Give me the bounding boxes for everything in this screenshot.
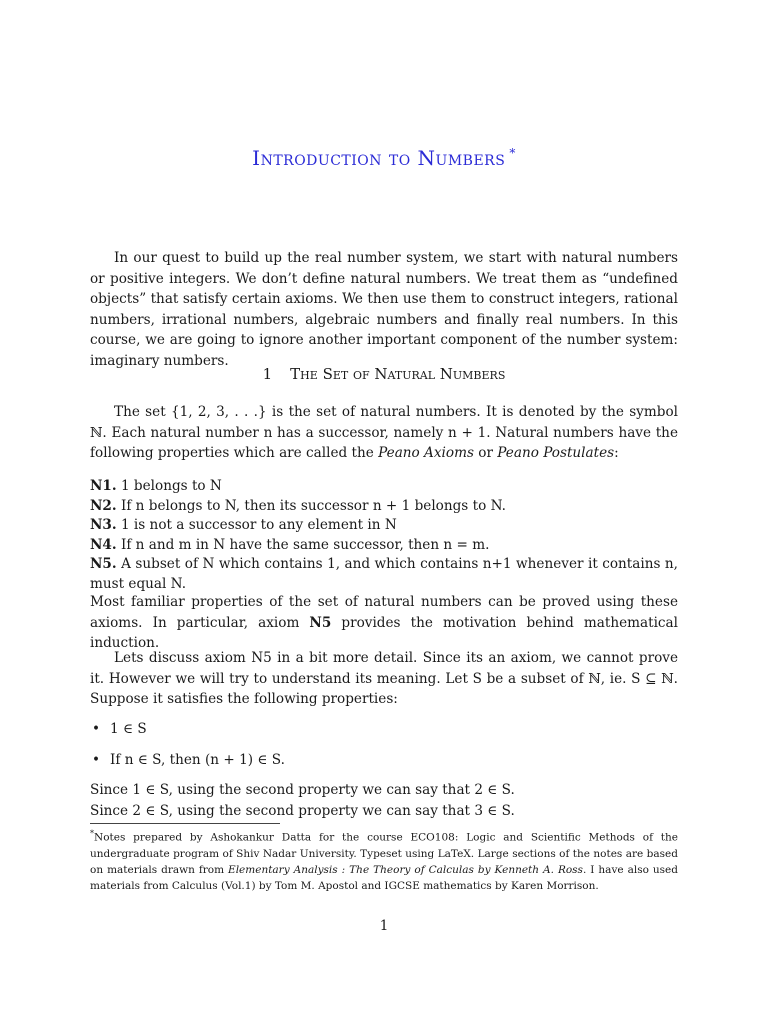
title-footnote-mark: * bbox=[509, 146, 516, 161]
section-number: 1 bbox=[262, 365, 273, 383]
axiom-text: 1 is not a successor to any element in N bbox=[116, 517, 397, 533]
axiom-label: N4. bbox=[90, 536, 117, 553]
intro-section bbox=[90, 248, 678, 371]
bullet-item: • If n ∈ S, then (n + 1) ∈ S. bbox=[90, 750, 678, 771]
axiom-item bbox=[90, 555, 678, 594]
footnote-text-end: . I have also used materials from Calculus (Vol.1) by Tom M. Apostol and IGCSE mathematics by Karen Morrison. bbox=[90, 863, 678, 892]
section-title: The Set of Natural Numbers bbox=[290, 365, 506, 383]
p1-end: : bbox=[614, 445, 619, 461]
axiom-label: N2. bbox=[90, 497, 117, 514]
document-title bbox=[0, 146, 768, 170]
axiom-text: 1 belongs to N bbox=[116, 478, 222, 494]
p2-bold-n5: N5 bbox=[309, 614, 332, 631]
footnote bbox=[90, 826, 678, 894]
page-number: 1 bbox=[379, 918, 389, 934]
title-text: Introduction to Numbers bbox=[252, 146, 506, 170]
axiom-label: N5. bbox=[90, 556, 117, 572]
since-line: Since 1 ∈ S, using the second property we can say that 2 ∈ S. bbox=[90, 782, 515, 798]
p1-emphasis-peano-axioms: Peano Axioms bbox=[378, 445, 474, 461]
axiom-item bbox=[90, 497, 678, 517]
axiom-item bbox=[90, 516, 678, 536]
since-line: Since 2 ∈ S, using the second property we can say that 3 ∈ S. bbox=[90, 802, 515, 819]
p1-emphasis-peano-postulates: Peano Postulates bbox=[497, 445, 615, 461]
bullet-item: • 1 ∈ S bbox=[90, 719, 678, 740]
p1-text: The set {1, 2, 3, . . .} is the set of natural numbers. It is denoted by the symbol ℕ. Each natural number n has a successor, namely n + 1. Natural numbers have the following properties which are called the bbox=[90, 404, 678, 461]
axiom-text: A subset of N which contains 1, and which contains n+1 whenever it contains n, must equal N. bbox=[90, 556, 678, 592]
axiom-label: N3. bbox=[90, 517, 117, 533]
axiom-list bbox=[90, 477, 678, 594]
axiom-item bbox=[90, 536, 678, 556]
p2-text: Most familiar properties of the set of natural numbers can be proved using these axioms. In particular, axiom bbox=[90, 594, 678, 631]
p3-text: Lets discuss axiom N5 in a bit more detail. Since its an axiom, we cannot prove it. However we will try to understand its meaning. Let S be a subset of ℕ, ie. S ⊆ ℕ. Suppose it satisfies the following properties: bbox=[90, 650, 678, 707]
axiom-label: N1. bbox=[90, 478, 117, 494]
property-list bbox=[90, 719, 678, 740]
property-list-2 bbox=[90, 750, 678, 771]
section1-paragraph2 bbox=[90, 592, 678, 654]
section1-paragraph1 bbox=[90, 402, 678, 464]
section1-paragraph3 bbox=[90, 648, 678, 710]
footnote-emphasis: Elementary Analysis : The Theory of Calculas by Kenneth A. Ross bbox=[228, 863, 583, 876]
p1-connector: or bbox=[473, 445, 498, 461]
footnote-mark: * bbox=[90, 829, 94, 838]
footnote-rule bbox=[90, 823, 280, 824]
intro-paragraph: In our quest to build up the real number system, we start with natural numbers or positive integers. We don’t define natural numbers. We treat them as “undefined objects” that satisfy certain axioms. We then use them to construct integers, rational numbers, irrational numbers, algebraic numbers and finally real numbers. In this course, we are going to ignore another important component of the number system: imaginary numbers. bbox=[90, 250, 678, 369]
p2-text-end: provides the motivation behind mathematical induction. bbox=[90, 614, 678, 651]
footnote-text: Notes prepared by Ashokankur Datta for the course ECO108: Logic and Scientific Methods of the undergraduate program of Shiv Nadar University. Typeset using LaTeX. Large sections of the notes are based on materials drawn from bbox=[90, 831, 678, 876]
section-heading bbox=[0, 365, 768, 383]
axiom-item bbox=[90, 477, 678, 497]
since-lines bbox=[90, 780, 678, 821]
axiom-text: If n belongs to N, then its successor n + 1 belongs to N. bbox=[116, 497, 506, 514]
axiom-text: If n and m in N have the same successor, then n = m. bbox=[116, 536, 490, 553]
